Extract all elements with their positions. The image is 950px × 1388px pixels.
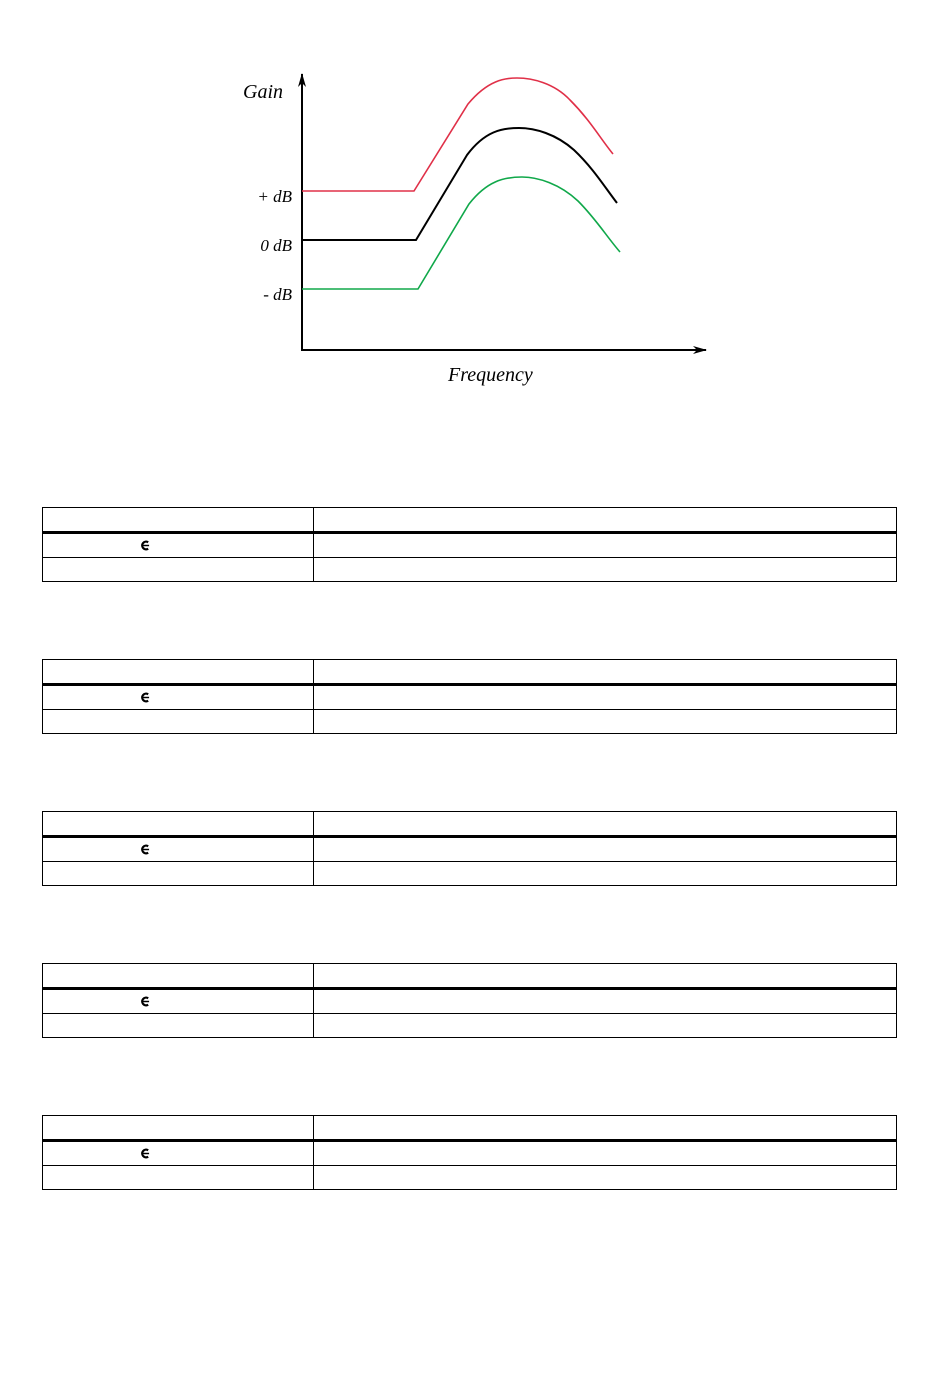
data-table-4 — [42, 963, 897, 1038]
table-cell — [314, 710, 897, 734]
table-row — [43, 862, 897, 886]
curve-zero-db — [302, 128, 617, 240]
table-row — [43, 1141, 897, 1166]
table-row — [43, 989, 897, 1014]
table-cell — [314, 1141, 897, 1166]
table-cell — [314, 660, 897, 685]
table-cell — [314, 1014, 897, 1038]
return-arrow-icon — [139, 1148, 150, 1159]
table-cell — [314, 508, 897, 533]
return-arrow-icon — [139, 996, 150, 1007]
table-row — [43, 558, 897, 582]
table-cell — [314, 558, 897, 582]
table-cell — [314, 862, 897, 886]
table-cell — [314, 685, 897, 710]
table-cell — [314, 1166, 897, 1190]
level-label-plus: + dB — [257, 187, 292, 206]
table-row — [43, 837, 897, 862]
data-table-1 — [42, 507, 897, 582]
table-cell — [43, 508, 314, 533]
table-cell — [43, 1166, 314, 1190]
table-cell — [43, 837, 314, 862]
curve-minus-db — [302, 177, 620, 289]
return-arrow-icon — [139, 844, 150, 855]
table-cell — [314, 837, 897, 862]
table-cell — [43, 660, 314, 685]
table-cell — [43, 533, 314, 558]
level-label-minus: - dB — [263, 285, 292, 304]
table-cell — [43, 812, 314, 837]
table-cell — [43, 989, 314, 1014]
table-cell — [314, 1116, 897, 1141]
table-header-row — [43, 660, 897, 685]
table-cell — [43, 862, 314, 886]
table-row — [43, 1166, 897, 1190]
level-label-zero: 0 dB — [260, 236, 292, 255]
x-axis-label: Frequency — [448, 364, 533, 386]
table-cell — [43, 685, 314, 710]
table-row — [43, 533, 897, 558]
table-cell — [43, 1141, 314, 1166]
table-cell — [314, 812, 897, 837]
data-table-5 — [42, 1115, 897, 1190]
table-header-row — [43, 1116, 897, 1141]
table-cell — [43, 1116, 314, 1141]
data-table-3 — [42, 811, 897, 886]
return-arrow-icon — [139, 692, 150, 703]
table-cell — [314, 989, 897, 1014]
curve-plus-db — [302, 78, 613, 191]
table-cell — [43, 710, 314, 734]
table-header-row — [43, 812, 897, 837]
table-cell — [43, 1014, 314, 1038]
gain-frequency-diagram — [0, 0, 950, 420]
data-table-2 — [42, 659, 897, 734]
table-cell — [314, 533, 897, 558]
table-row — [43, 685, 897, 710]
y-axis-label: Gain — [243, 81, 283, 103]
return-arrow-icon — [139, 540, 150, 551]
table-row — [43, 1014, 897, 1038]
table-header-row — [43, 964, 897, 989]
table-row — [43, 710, 897, 734]
table-cell — [43, 964, 314, 989]
table-header-row — [43, 508, 897, 533]
table-cell — [43, 558, 314, 582]
table-cell — [314, 964, 897, 989]
